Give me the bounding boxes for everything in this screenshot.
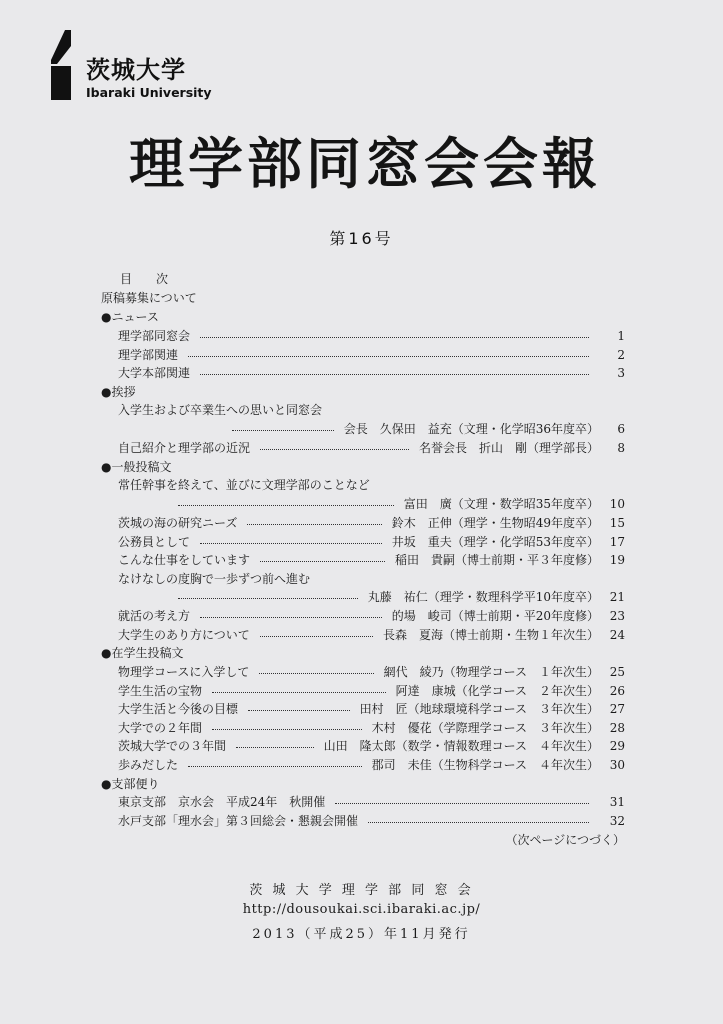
section-header: ●一般投稿文 [101,460,172,474]
toc-entry: 大学での２年間 木村 優花（学際理学コース ３年次生） 28 [118,721,625,735]
section-header: ●在学生投稿文 [101,646,184,660]
toc-entry-title: なけなしの度胸で一歩ずつ前へ進む [118,572,311,586]
toc-entry: 大学生活と今後の目標 田村 匠（地球環境科学コース ３年次生） 27 [118,702,625,716]
website-url[interactable]: http://dousoukai.sci.ibaraki.ac.jp/ [242,902,481,917]
toc-entry: 大学本部関連 3 [118,366,625,380]
toc-entry: 茨城の海の研究ニーズ 鈴木 正伸（理学・生物昭49年度卒） 15 [118,516,625,530]
toc-entry: こんな仕事をしています 稲田 貴嗣（博士前期・平３年度修） 19 [118,553,625,567]
section-header: ●ニュース [101,310,159,324]
toc-entry: 物理学コースに入学して 網代 綾乃（物理学コース １年次生） 25 [118,665,625,679]
toc-intro: 原稿募集について [101,291,197,305]
university-name-jp: 茨城大学 [86,56,186,84]
toc-entry: 東京支部 京水会 平成24年 秋開催 31 [118,795,625,809]
toc-entry: 歩みだした 郡司 未佳（生物科学コース ４年次生） 30 [118,758,625,772]
toc-entry-title: 常任幹事を終えて、並びに文理学部のことなど [118,478,370,492]
toc-entry: 茨城大学での３年間 山田 隆太郎（数学・情報数理コース ４年次生） 29 [118,739,625,753]
toc-entry-title: 入学生および卒業生への思いと同窓会 [118,403,323,417]
section-header: ●挨拶 [101,385,136,399]
toc-entry: 富田 廣（文理・数学昭35年度卒） 10 [178,495,625,513]
toc-entry: 学生生活の宝物 阿達 康城（化学コース ２年次生） 26 [118,684,625,698]
publication-date: 2013（平成25）年11月発行 [252,927,471,942]
university-logo-mark [51,30,71,100]
toc-entry: 就活の考え方 的場 峻司（博士前期・平20年度修） 23 [118,609,625,623]
university-name-en: Ibaraki University [86,85,212,100]
continued-note: （次ページにつづく） [505,833,625,847]
toc-entry: 会長 久保田 益充（文理・化学昭36年度卒） 6 [232,420,625,438]
toc-heading: 目 次 [120,272,169,286]
toc-entry: 丸藤 祐仁（理学・数理科学平10年度卒） 21 [178,588,625,606]
toc-entry: 公務員として 井坂 重夫（理学・化学昭53年度卒） 17 [118,535,625,549]
publisher-name: 茨 城 大 学 理 学 部 同 窓 会 [249,883,474,898]
toc-entry: 理学部同窓会 1 [118,329,625,343]
issue-number: 第16号 [329,229,394,248]
bulletin-title: 理学部同窓会会報 [128,131,601,196]
toc-entry: 理学部関連 2 [118,348,625,362]
toc-entry: 自己紹介と理学部の近況 名誉会長 折山 剛（理学部長） 8 [118,441,625,455]
section-header: ●支部便り [101,777,160,791]
toc-entry: 水戸支部「理水会」第３回総会・懇親会開催 32 [118,814,625,828]
toc-entry: 大学生のあり方について 長森 夏海（博士前期・生物１年次生） 24 [118,628,625,642]
